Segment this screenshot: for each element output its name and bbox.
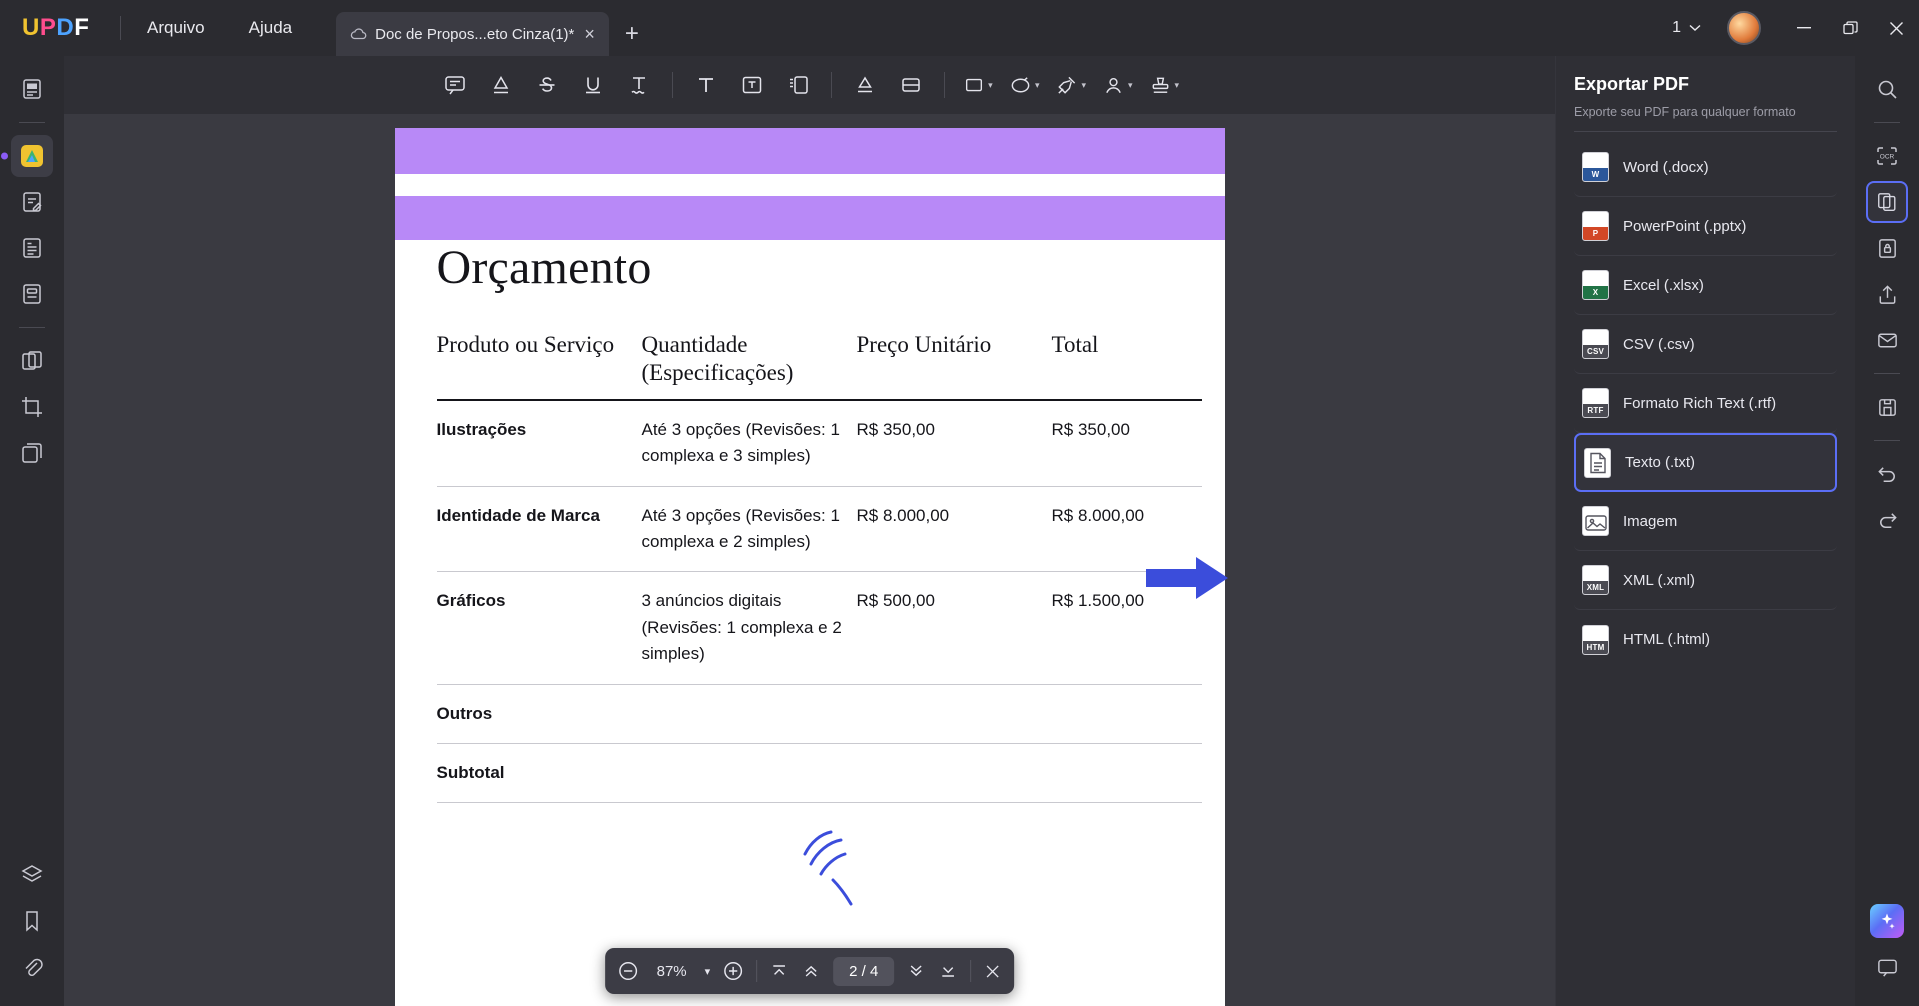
rail-divider-2 <box>19 327 45 328</box>
title-bar <box>0 0 1919 56</box>
left-tool-rail <box>0 56 64 1006</box>
last-page-icon[interactable] <box>938 961 958 981</box>
maximize-button[interactable] <box>1827 0 1873 56</box>
menu-arquivo[interactable]: Arquivo <box>147 18 205 37</box>
cell-preco: R$ 500,00 <box>857 572 1052 684</box>
export-option-powerpoint[interactable] <box>1574 197 1837 256</box>
text-T-icon[interactable] <box>685 65 727 105</box>
document-tab[interactable] <box>336 12 609 56</box>
col-header-produto: Produto ou Serviço <box>436 332 615 357</box>
table-header-row <box>437 331 1202 400</box>
chevron-down-icon <box>1689 24 1701 32</box>
highlighter-icon[interactable] <box>480 65 522 105</box>
menu-ajuda[interactable]: Ajuda <box>248 18 293 37</box>
cell-total: R$ 1.500,00 <box>1052 572 1202 684</box>
export-option-label: Imagem <box>1623 512 1678 530</box>
chat-bubble-icon[interactable] <box>1866 946 1908 988</box>
xml-file-icon: XML <box>1582 565 1609 595</box>
window-controls <box>1662 0 1919 56</box>
pushpin-icon[interactable] <box>1049 65 1092 105</box>
tab-strip <box>336 0 655 56</box>
cell-total <box>1052 684 1202 743</box>
lock-page-icon[interactable] <box>1866 227 1908 269</box>
export-pages-icon[interactable] <box>1866 181 1908 223</box>
zoombar-divider-2 <box>970 960 971 982</box>
tab-title: Doc de Propos...eto Cinza(1)* <box>375 25 575 43</box>
cell-total: R$ 8.000,00 <box>1052 486 1202 572</box>
export-option-label: PowerPoint (.pptx) <box>1623 217 1747 235</box>
page-count-value: 1 <box>1672 19 1681 36</box>
person-icon[interactable] <box>1096 65 1139 105</box>
chevron-down-icon: ▾ <box>1174 79 1180 90</box>
export-option-label: HTML (.html) <box>1623 631 1710 648</box>
table-head <box>437 331 1202 400</box>
export-option-excel[interactable] <box>1574 256 1837 315</box>
note-lines-icon[interactable] <box>777 65 819 105</box>
cloud-icon <box>350 28 367 41</box>
zoom-value[interactable]: 87% <box>656 962 687 980</box>
cell-preco <box>857 743 1052 802</box>
stamp-icon[interactable] <box>1143 65 1186 105</box>
export-option-label: XML (.xml) <box>1623 571 1695 589</box>
export-option-label: Word (.docx) <box>1623 158 1709 176</box>
chevron-down-icon: ▾ <box>1128 79 1133 90</box>
minimize-button[interactable] <box>1781 0 1827 56</box>
close-icon[interactable] <box>983 962 1002 981</box>
pen-triangle-icon[interactable] <box>844 65 886 105</box>
cell-produto: Outros <box>437 684 642 743</box>
export-format-list <box>1574 138 1837 669</box>
zoom-toolbar <box>605 948 1015 994</box>
envelope-icon[interactable] <box>1866 319 1908 361</box>
cell-quantidade <box>642 684 857 743</box>
table-row <box>437 743 1202 802</box>
page-title: Orçamento <box>436 241 652 294</box>
export-option-label: Excel (.xlsx) <box>1623 276 1704 294</box>
right-rail-divider-1 <box>1874 122 1900 123</box>
table-row <box>437 486 1202 572</box>
page-band-second <box>395 196 1225 240</box>
toolbar-divider-3 <box>944 72 945 98</box>
export-option-xml[interactable] <box>1574 551 1837 610</box>
txt-file-icon <box>1584 448 1611 478</box>
sidebar-item-layers[interactable] <box>11 854 53 896</box>
right-rail-divider-3 <box>1874 440 1900 441</box>
ai-sparkle-icon[interactable] <box>1866 900 1908 942</box>
text-box-icon[interactable] <box>731 65 773 105</box>
zoom-out-icon[interactable] <box>617 960 639 982</box>
cell-produto: Ilustrações <box>437 400 642 486</box>
save-box-icon[interactable] <box>1866 386 1908 428</box>
cell-produto: Gráficos <box>437 572 642 684</box>
sidebar-item-annotate[interactable] <box>11 135 53 177</box>
first-page-icon[interactable] <box>769 961 789 981</box>
rectangle-icon[interactable] <box>957 65 999 105</box>
cell-total: R$ 350,00 <box>1052 400 1202 486</box>
ink-annotation <box>799 828 869 908</box>
titlebar-divider <box>120 16 121 40</box>
oval-stamp-icon[interactable] <box>1003 65 1046 105</box>
zoombar-divider-1 <box>756 960 757 982</box>
table-row <box>437 684 1202 743</box>
redo-icon[interactable] <box>1866 499 1908 541</box>
toolbar-divider-2 <box>831 72 832 98</box>
export-option-label: CSV (.csv) <box>1623 335 1695 353</box>
cell-preco <box>857 684 1052 743</box>
new-tab-button[interactable]: + <box>624 20 639 47</box>
sidebar-item-compare[interactable] <box>11 340 53 382</box>
sidebar-item-organize-pages[interactable] <box>11 227 53 269</box>
pdf-viewport[interactable] <box>64 114 1555 1006</box>
zoom-in-icon[interactable] <box>722 960 744 982</box>
rail-divider <box>19 122 45 123</box>
export-panel-subtitle: Exporte seu PDF para qualquer formato <box>1574 105 1837 132</box>
sidebar-item-ocr[interactable] <box>11 432 53 474</box>
comment-icon[interactable] <box>434 65 476 105</box>
chevron-down-icon: ▾ <box>988 79 993 90</box>
chevron-down-icon: ▾ <box>1081 79 1086 90</box>
squiggly-T-icon[interactable] <box>618 65 660 105</box>
sidebar-item-thumbnails[interactable] <box>11 68 53 110</box>
export-option-label: Texto (.txt) <box>1625 454 1696 471</box>
close-icon[interactable]: × <box>584 24 595 44</box>
arrow-annotation <box>1146 557 1228 599</box>
page-band-top <box>395 128 1225 174</box>
ocr-icon[interactable] <box>1866 135 1908 177</box>
cell-total <box>1052 743 1202 802</box>
sidebar-item-bookmarks[interactable] <box>11 900 53 942</box>
strikethrough-S-icon[interactable] <box>526 65 568 105</box>
sidebar-item-forms[interactable] <box>11 273 53 315</box>
export-panel <box>1555 56 1855 1006</box>
next-page-icon[interactable] <box>906 961 926 981</box>
search-icon[interactable] <box>1866 68 1908 110</box>
rtf-file-icon: RTF <box>1582 388 1609 418</box>
chevron-down-icon: ▾ <box>1034 79 1040 90</box>
page-content <box>437 240 1195 803</box>
app-logo: U P D F <box>22 14 90 41</box>
avatar[interactable] <box>1727 11 1761 45</box>
export-panel-title: Exportar PDF <box>1574 74 1690 94</box>
close-window-button[interactable] <box>1873 0 1919 56</box>
html-file-icon: HTM <box>1582 625 1609 655</box>
active-indicator-dot <box>1 153 8 160</box>
document-area <box>64 56 1555 1006</box>
col-header-preco: Preço Unitário <box>856 332 992 357</box>
table-row <box>437 572 1202 684</box>
toolbar-divider-1 <box>672 72 673 98</box>
page-indicator[interactable]: 2 / 4 <box>833 957 894 986</box>
share-icon[interactable] <box>1866 273 1908 315</box>
image-file-icon <box>1582 506 1609 536</box>
export-option-txt[interactable] <box>1574 433 1837 492</box>
excel-file-icon: X <box>1582 270 1609 300</box>
export-option-rtf[interactable] <box>1574 374 1837 433</box>
cell-produto: Identidade de Marca <box>437 486 642 572</box>
cell-quantidade: Até 3 opções (Revisões: 1 complexa e 3 simples) <box>642 400 857 486</box>
cell-quantidade: Até 3 opções (Revisões: 1 complexa e 2 simples) <box>642 486 857 572</box>
eraser-icon[interactable] <box>890 65 932 105</box>
table-row <box>437 400 1202 486</box>
export-option-html[interactable] <box>1574 610 1837 669</box>
export-option-word[interactable] <box>1574 138 1837 197</box>
app-body <box>0 56 1919 1006</box>
sidebar-item-crop[interactable] <box>11 386 53 428</box>
cell-preco: R$ 8.000,00 <box>857 486 1052 572</box>
powerpoint-file-icon: P <box>1582 211 1609 241</box>
sidebar-item-attachments[interactable] <box>11 946 53 988</box>
export-option-image[interactable] <box>1574 492 1837 551</box>
undo-icon[interactable] <box>1866 453 1908 495</box>
csv-file-icon: CSV <box>1582 329 1609 359</box>
underline-U-icon[interactable] <box>572 65 614 105</box>
export-option-csv[interactable] <box>1574 315 1837 374</box>
cell-quantidade <box>642 743 857 802</box>
word-file-icon: W <box>1582 152 1609 182</box>
chevron-down-icon[interactable]: ▾ <box>704 965 711 978</box>
export-option-label: Formato Rich Text (.rtf) <box>1623 394 1777 412</box>
ai-badge <box>1870 904 1904 938</box>
cell-preco: R$ 350,00 <box>857 400 1052 486</box>
sidebar-item-edit-pdf[interactable] <box>11 181 53 223</box>
col-header-total: Total <box>1051 332 1099 357</box>
cell-quantidade: 3 anúncios digitais (Revisões: 1 complexa e 2 simples) <box>642 572 857 684</box>
right-rail-divider-2 <box>1874 373 1900 374</box>
svg-text:OCR: OCR <box>1879 153 1895 161</box>
prev-page-icon[interactable] <box>801 961 821 981</box>
table-body <box>437 400 1202 803</box>
annotation-toolbar <box>64 56 1555 114</box>
budget-table <box>437 331 1202 803</box>
right-tool-rail <box>1855 56 1919 1006</box>
col-header-quantidade: Quantidade (Especificações) <box>641 332 794 386</box>
page-count-selector[interactable] <box>1662 19 1711 37</box>
cell-produto: Subtotal <box>437 743 642 802</box>
